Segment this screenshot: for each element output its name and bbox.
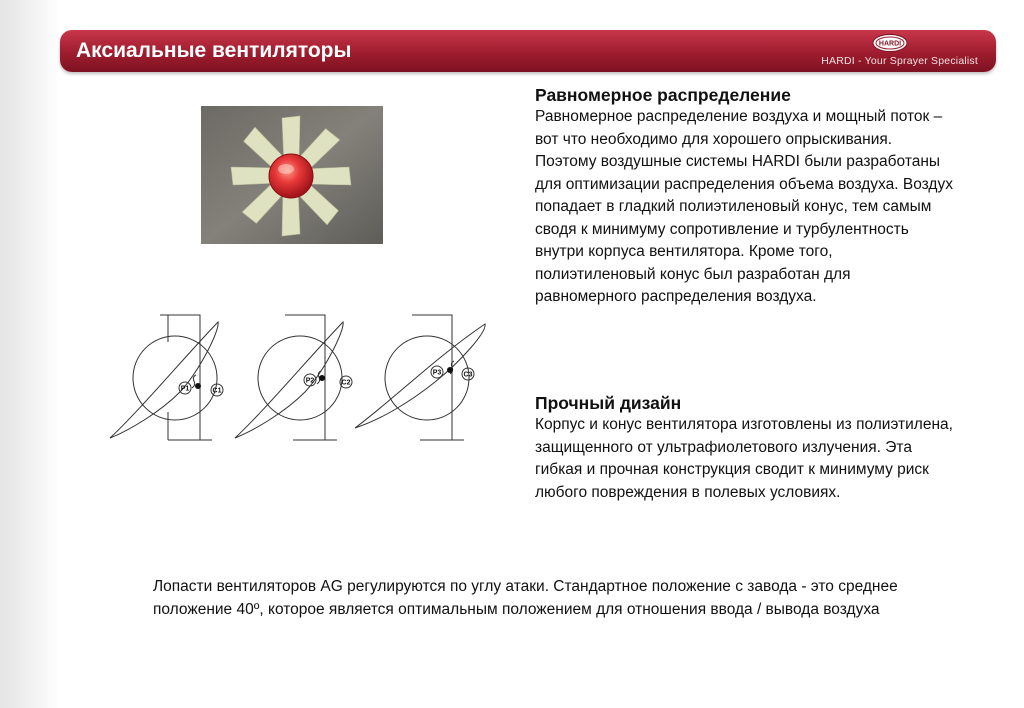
axial-fan-photo — [201, 106, 383, 244]
logo-text: HARDI — [878, 40, 902, 48]
brand-tagline: HARDI - Your Sprayer Specialist — [821, 55, 978, 67]
page-title: Аксиальные вентиляторы — [76, 39, 352, 62]
pivot-label-1: P1 — [180, 385, 190, 393]
section-heading: Равномерное распределение — [535, 85, 791, 105]
section-even-distribution — [535, 84, 955, 309]
center-label-1: C1 — [212, 387, 222, 395]
blade-diagram-2 — [235, 315, 352, 440]
center-label-3: C3 — [463, 371, 473, 379]
blade-angle-diagrams — [100, 300, 500, 450]
center-label-2: C2 — [341, 379, 351, 387]
section-heading: Прочный дизайн — [535, 393, 682, 413]
title-bar — [60, 30, 996, 72]
section-durable-design — [535, 392, 955, 504]
blade-angle-note: Лопасти вентиляторов AG регулируются по углу атаки. Стандартное положение с завода - это среднее положение 40º, которое является оптимальным положением для отношения ввода / вывода воздуха — [153, 578, 898, 618]
pivot-label-2: P2 — [305, 377, 315, 385]
left-margin-shade — [0, 0, 60, 708]
hardi-logo-icon — [871, 33, 909, 53]
blade-diagram-1 — [110, 315, 223, 440]
pivot-label-3: P3 — [432, 369, 442, 377]
section-body: Равномерное распределение воздуха и мощный поток – вот что необходимо для хорошего опрыскивания. Поэтому воздушные системы HARDI были разработаны для оптимизации распределения объема воздуха. Воздух попадает в гладкий полиэтиленовый конус, тем самым сводя к минимуму сопротивление и турбулентность внутри корпуса вентилятора. Кроме того, полиэтиленовый конус был разработан для равномерного распределения воздуха. — [535, 108, 953, 305]
section-body: Корпус и конус вентилятора изготовлены из полиэтилена, защищенного от ультрафиолетового излучения. Эта гибкая и прочная конструкция сводит к минимуму риск любого повреждения в полевых условиях. — [535, 416, 953, 501]
